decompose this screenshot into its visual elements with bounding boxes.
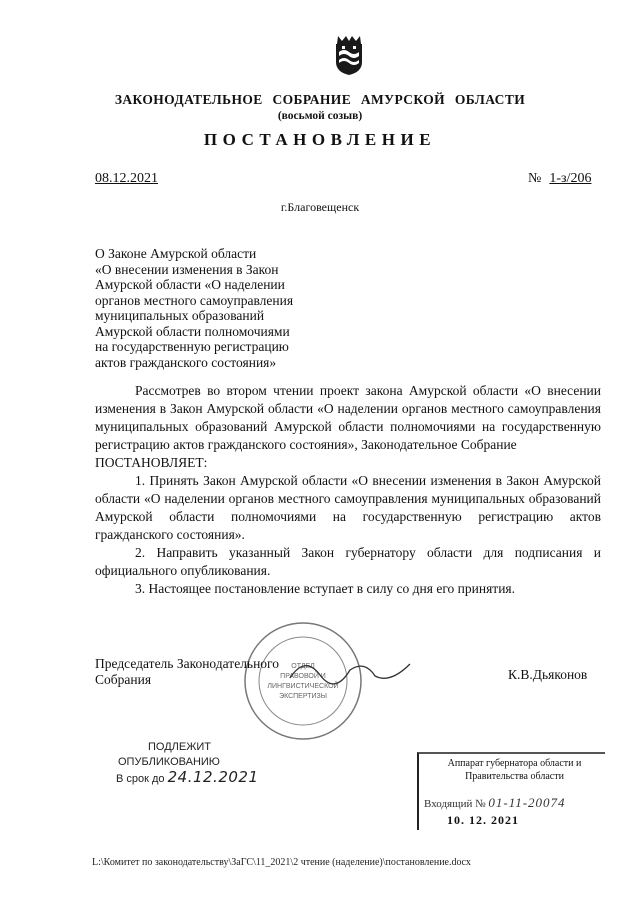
subject-line: О Законе Амурской области: [95, 246, 257, 261]
document-number: [528, 171, 591, 187]
subject-line: на государственную регистрацию: [95, 339, 289, 354]
subject-line: актов гражданского состояния»: [95, 354, 277, 370]
number-value: 1-з/206: [549, 171, 592, 186]
stamp-line: ПРАВОВОЙ И: [280, 673, 326, 680]
subject-block: [95, 246, 293, 370]
incoming-number: 01-11-20074: [488, 795, 566, 810]
amur-oblast-coat-of-arms-icon: [330, 34, 368, 76]
incoming-org-line-1: Аппарат губернатора области и: [447, 758, 582, 769]
file-path-footer: L:\Комитет по законодательству\ЗаГС\11_2021\2 чтение (наделение)\постановление.docx: [92, 857, 471, 868]
subject-line: «О внесении изменения в Закон: [95, 261, 279, 277]
stamp-line: ОТДЕЛ: [291, 663, 315, 670]
resolves-label: ПОСТАНОВЛЯЕТ:: [95, 455, 208, 470]
signatory-position: [95, 656, 279, 687]
incoming-stamp: [417, 752, 605, 830]
body-text: [95, 382, 601, 598]
resolution-item-1: 1. Принять Закон Амурской области «О внесении изменения в Закон Амурской области «О наделении органов местного самоуправления муниципальных образований Амурской области полномочиями на государственную регистрацию актов гражданского состояния».: [95, 473, 601, 542]
resolution-item-3: 3. Настоящее постановление вступает в силу со дня его принятия.: [135, 581, 516, 596]
stamp-line: ЭКСПЕРТИЗЫ: [279, 693, 327, 700]
incoming-label: Входящий №: [424, 798, 486, 810]
convocation: (восьмой созыв): [277, 110, 363, 122]
document-title: ПОСТАНОВЛЕНИЕ: [203, 130, 437, 149]
city: г.Благовещенск: [280, 200, 360, 214]
signatory-name: К.В.Дьяконов: [508, 667, 588, 682]
subject-line: Амурской области «О наделении: [95, 277, 285, 292]
organization-name: ЗАКОНОДАТЕЛЬНОЕ СОБРАНИЕ АМУРСКОЙ ОБЛАСТИ: [114, 92, 526, 107]
deadline-label: В срок до: [116, 773, 165, 785]
incoming-number-row: [424, 795, 566, 811]
publication-line-1: ПОДЛЕЖИТ: [148, 741, 212, 753]
publication-line-2: ОПУБЛИКОВАНИЮ: [118, 756, 220, 768]
subject-line: органов местного самоуправления: [95, 292, 294, 308]
incoming-date: 10. 12. 2021: [447, 813, 519, 827]
resolution-item-2: 2. Направить указанный Закон губернатору области для подписания и официального опубликования.: [95, 545, 601, 578]
number-label: №: [528, 171, 542, 186]
stamp-line: ЛИНГВИСТИЧЕСКОЙ: [267, 683, 339, 690]
incoming-org: [427, 757, 602, 783]
publication-stamp: [118, 740, 259, 787]
handwritten-signature: [280, 650, 440, 690]
deadline-value: 24.12.2021: [167, 768, 259, 786]
position-line-1: Председатель Законодательного: [95, 656, 280, 671]
intro-paragraph: Рассмотрев во втором чтении проект закона Амурской области «О внесении изменения в Закон Амурской области «О наделении органов местного самоуправления муниципальных образований Амурской области полномочиями на государственную регистрацию актов гражданского состояния», Законодательное Собрание: [95, 383, 601, 452]
subject-line: Амурской области полномочиями: [95, 323, 290, 339]
position-line-2: Собрания: [95, 671, 152, 687]
document-date: 08.12.2021: [95, 171, 158, 186]
incoming-org-line-2: Правительства области: [465, 771, 564, 782]
subject-line: муниципальных образований: [95, 308, 265, 323]
